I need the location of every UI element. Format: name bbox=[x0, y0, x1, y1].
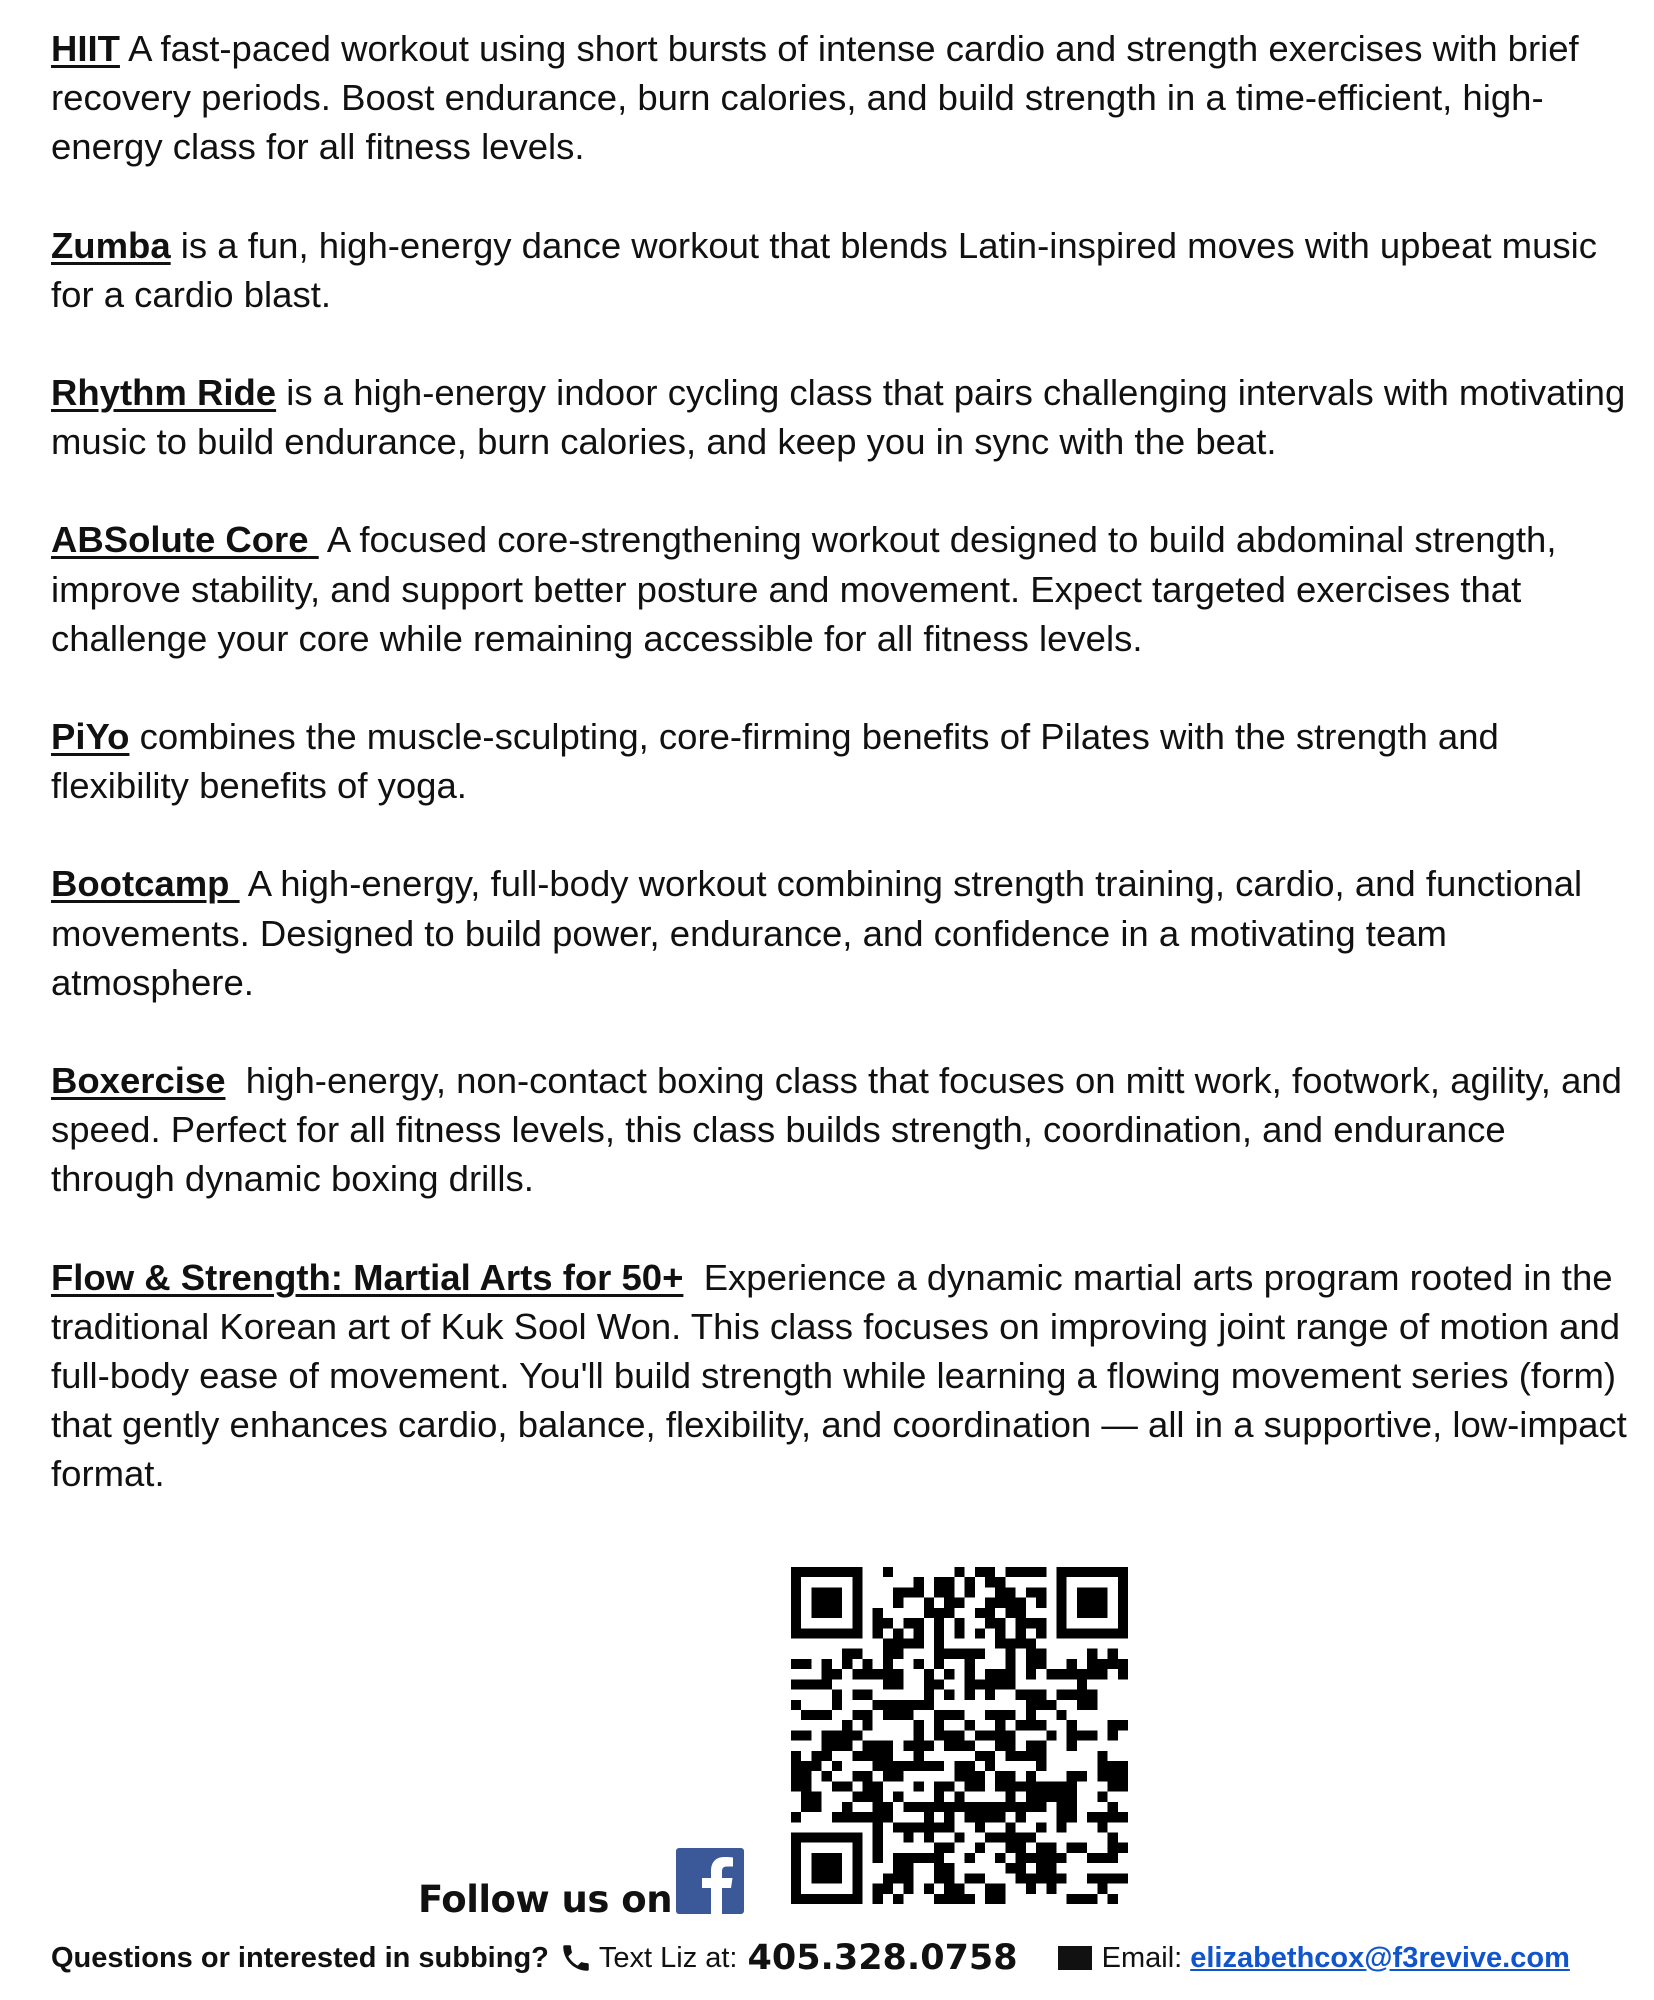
class-description: Experience a dynamic martial arts program rooted in the traditional Korean art of Kuk Sool Won. This class focuses on improving joint range of motion and full-body ease of movement. You'll build strength while learning a flowing movement series (form) that gently enhances cardio, balance, flexibility, and coordination — all in a supportive, low-impact format. bbox=[51, 1256, 1637, 1495]
class-description: high-energy, non-contact boxing class that focuses on mitt work, footwork, agility, and speed. Perfect for all fitness levels, this class builds strength, coordination, and endurance through dynamic boxing drills. bbox=[51, 1060, 1633, 1200]
phone-number[interactable]: 405.328.0758 bbox=[747, 1938, 1018, 1978]
questions-label: Questions or interested in subbing? bbox=[51, 1941, 549, 1974]
class-name: Bootcamp bbox=[51, 863, 230, 905]
class-name: ABSolute Core bbox=[51, 519, 309, 561]
envelope-icon bbox=[1058, 1946, 1092, 1970]
class-entry-rhythm-ride bbox=[51, 368, 1636, 466]
class-list bbox=[51, 24, 1637, 1548]
class-description: is a high-energy indoor cycling class that pairs challenging intervals with motivating music to build endurance, burn calories, and keep you in sync with the beat. bbox=[51, 372, 1636, 463]
class-description: A high-energy, full-body workout combining strength training, cardio, and functional movements. Designed to build power, endurance, and confidence in a motivating team atmosphere. bbox=[51, 863, 1593, 1003]
contact-line bbox=[51, 1936, 1641, 1980]
qr-code-icon[interactable] bbox=[791, 1567, 1128, 1904]
class-name: Rhythm Ride bbox=[51, 372, 277, 414]
class-name: Zumba bbox=[51, 224, 171, 266]
class-entry-zumba bbox=[51, 221, 1631, 319]
email-label: Email: bbox=[1101, 1941, 1183, 1974]
text-liz-label: Text Liz at: bbox=[598, 1941, 738, 1974]
class-name: Boxercise bbox=[51, 1060, 226, 1102]
class-entry-boxercise bbox=[51, 1056, 1631, 1204]
phone-icon bbox=[559, 1941, 593, 1975]
class-description: combines the muscle-sculpting, core-firming benefits of Pilates with the strength and flexibility benefits of yoga. bbox=[51, 716, 1509, 807]
class-name: PiYo bbox=[51, 716, 130, 758]
class-description: is a fun, high-energy dance workout that blends Latin-inspired moves with upbeat music for a cardio blast. bbox=[51, 224, 1608, 315]
follow-us-facebook[interactable] bbox=[418, 1848, 744, 1922]
qr-modules bbox=[791, 1567, 1128, 1904]
class-entry-piyo bbox=[51, 712, 1631, 810]
class-entry-flow-strength bbox=[51, 1253, 1637, 1499]
class-entry-bootcamp bbox=[51, 859, 1631, 1007]
class-entry-hiit bbox=[51, 24, 1631, 172]
facebook-icon[interactable] bbox=[676, 1848, 744, 1914]
class-description: A focused core-strengthening workout designed to build abdominal strength, improve stability, and support better posture and movement. Expect targeted exercises that challenge your core while remaining accessible for all fitness levels. bbox=[51, 519, 1567, 659]
class-description: A fast-paced workout using short bursts of intense cardio and strength exercises with brief recovery periods. Boost endurance, burn calories, and build strength in a time-efficient, high-energy class for all fitness levels. bbox=[51, 28, 1589, 168]
email-link[interactable]: elizabethcox@f3revive.com bbox=[1190, 1941, 1570, 1974]
class-entry-absolute-core bbox=[51, 515, 1631, 663]
class-name: Flow & Strength: Martial Arts for 50+ bbox=[51, 1256, 684, 1298]
class-name: HIIT bbox=[51, 28, 120, 69]
follow-us-label: Follow us on bbox=[418, 1878, 673, 1921]
